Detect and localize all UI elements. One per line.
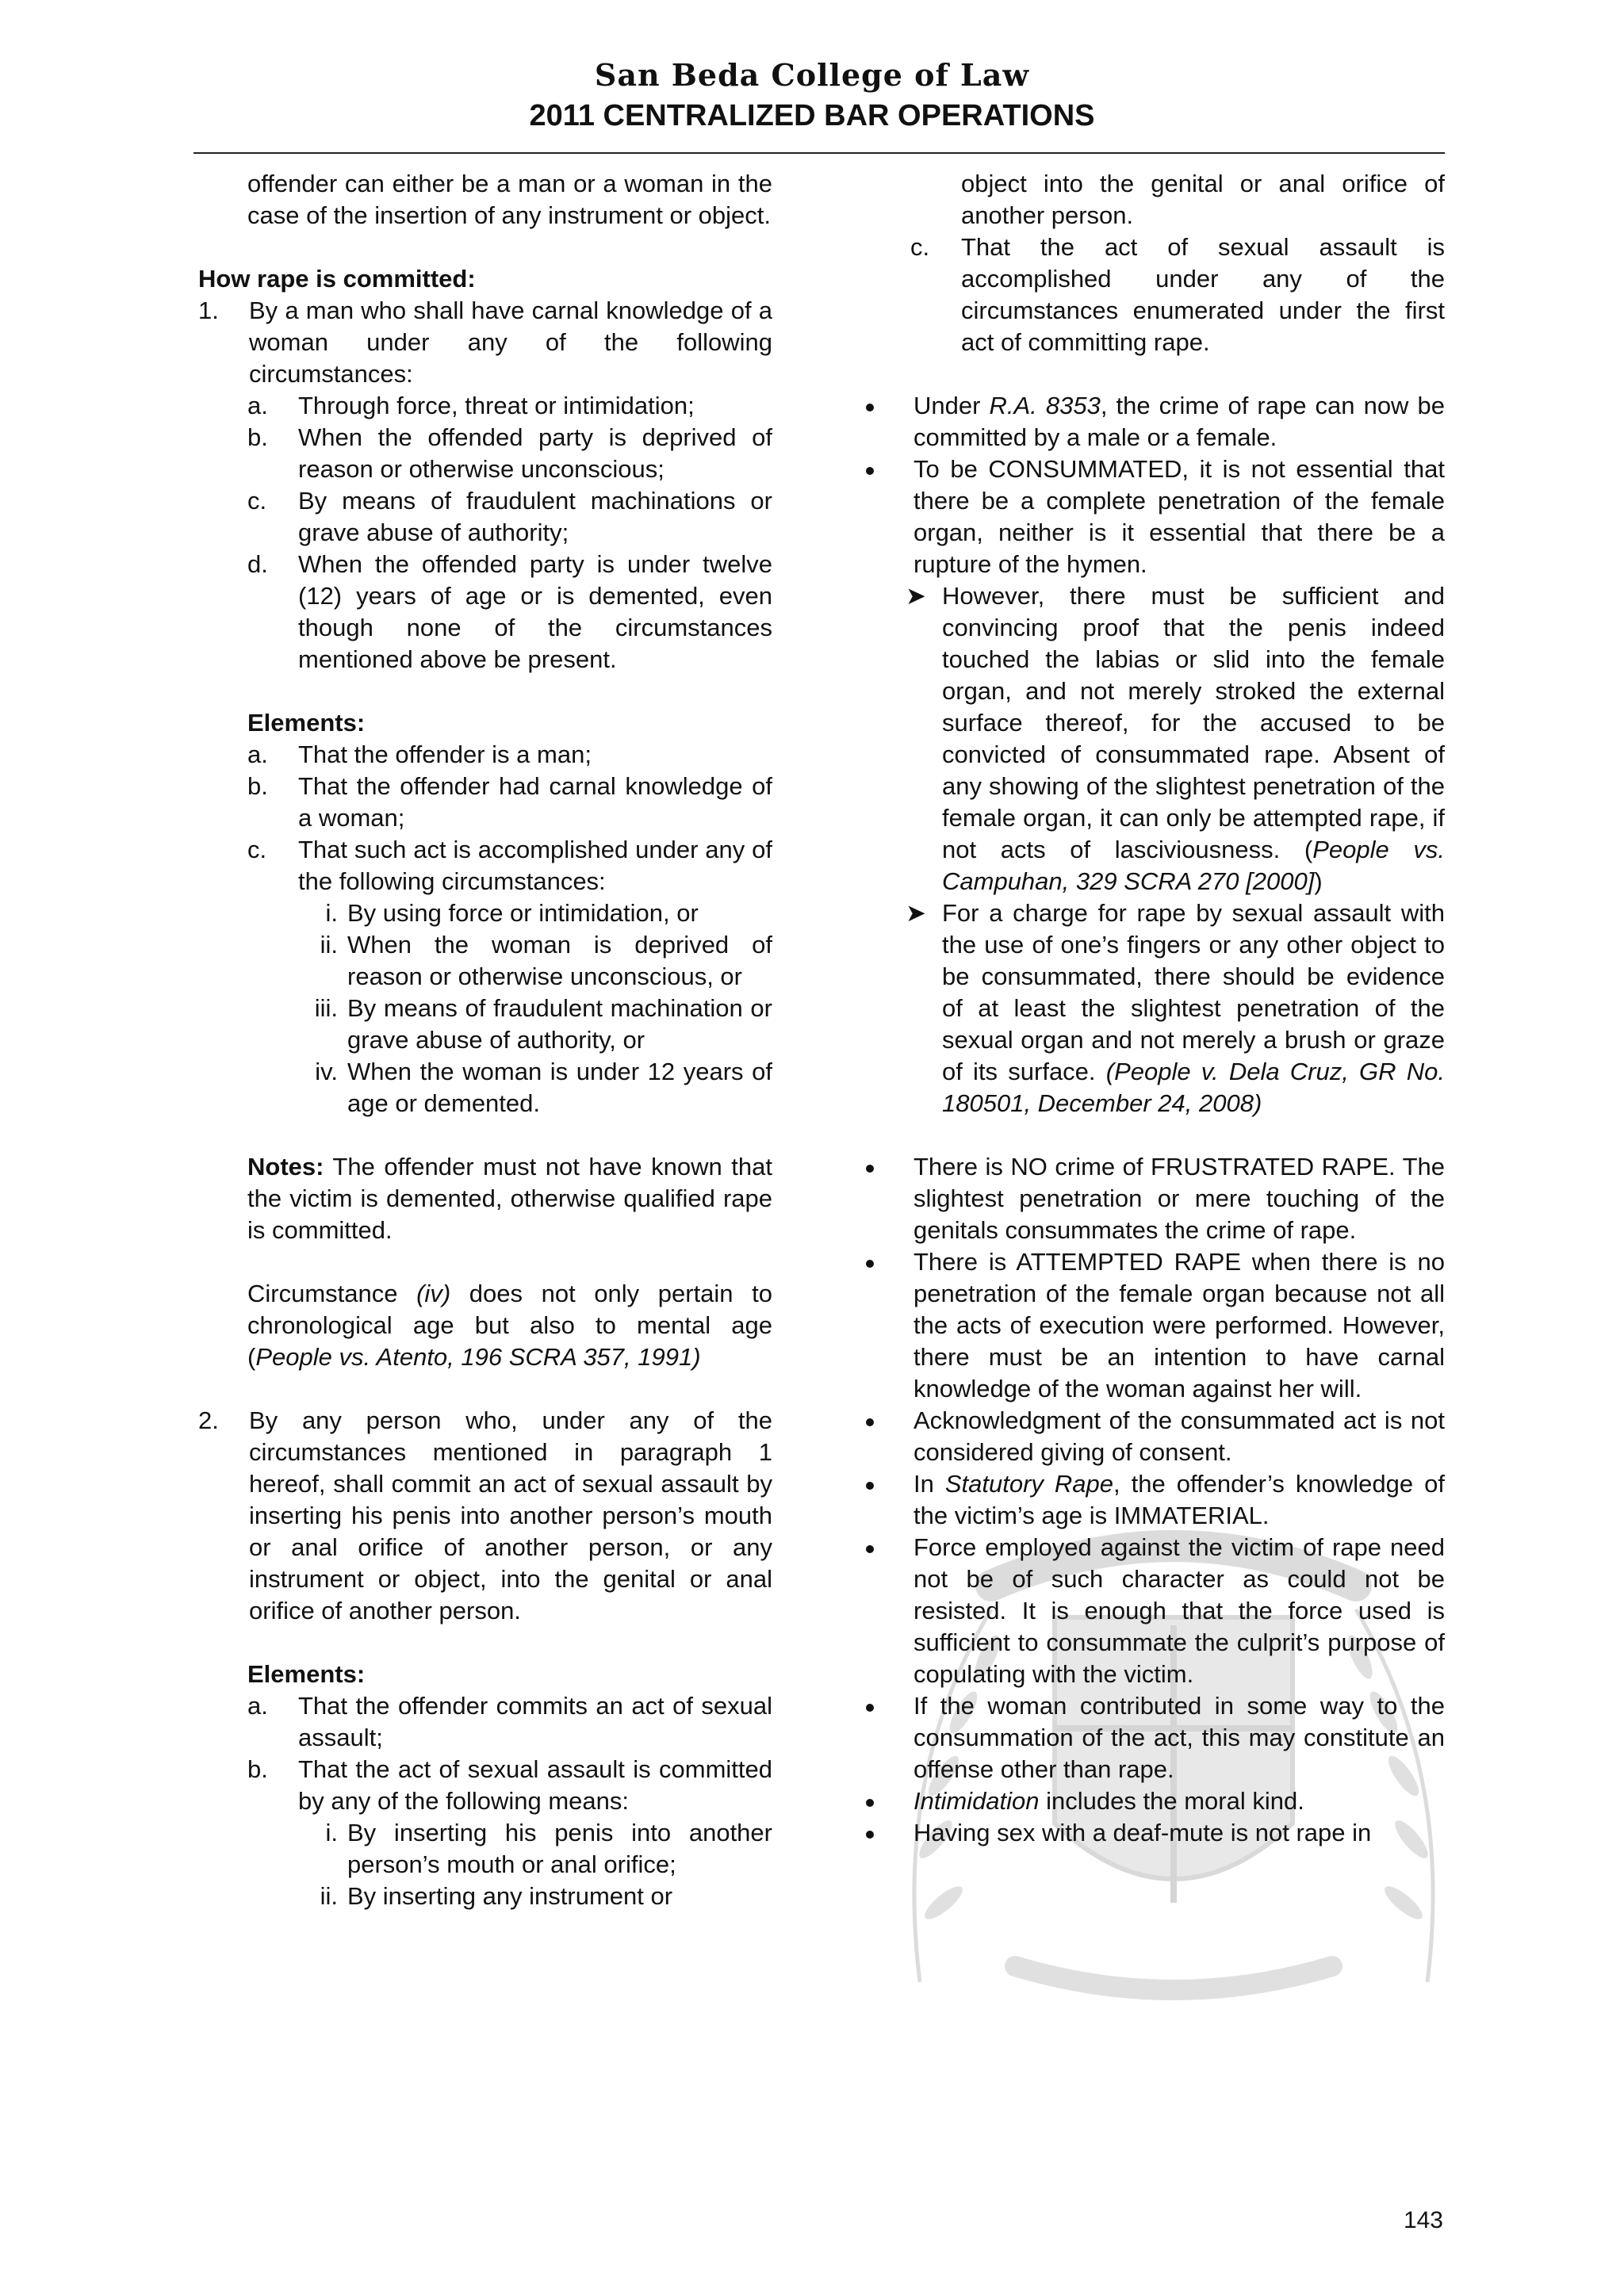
notes-text: The offender must not have known that the victim is demented, otherwise qualified rape is committed. — [247, 1153, 772, 1244]
list-item — [247, 390, 772, 422]
list-marker: c. — [247, 836, 267, 863]
operations-title: 2011 CENTRALIZED BAR OPERATIONS — [529, 99, 1095, 132]
list-item — [297, 929, 772, 993]
college-name: San Beda College of Law — [594, 57, 1030, 93]
continued-item-c — [861, 232, 1445, 358]
list-text: That the offender commits an act of sexual assault; — [298, 1692, 772, 1751]
roman-list-1 — [247, 897, 772, 1119]
bullet-icon — [866, 404, 874, 411]
citation: People vs. Campuhan, 329 SCRA 270 [2000] — [942, 836, 1445, 895]
text-run-italic: (iv) — [416, 1280, 451, 1307]
elements-heading-1: Elements: — [247, 709, 366, 737]
list-item — [247, 422, 772, 485]
list-text: That such act is accomplished under any of the following circumstances: — [298, 836, 772, 895]
list-text: There is ATTEMPTED RAPE when there is no penetration of the female organ because not all the acts of execution were performed. However, there must be an intention to have carnal knowledge of the woman against her will. — [914, 1248, 1445, 1402]
list-item — [247, 485, 772, 549]
text-run: However, there must be sufficient and convincing proof that the penis indeed touched the labias or slid into the female organ, and not merely stroked the external surface thereof, for the accused to be convicted of consummated rape. Absent of any showing of the slightest penetration of the female organ, it can only be attempted rape, if not acts of lasciviousness. ( — [942, 582, 1445, 863]
text-run: ) — [1314, 867, 1323, 895]
bullet-icon — [866, 1418, 874, 1426]
list-marker: b. — [247, 772, 268, 800]
text-run: For a charge for rape by sexual assault with the use of one’s fingers or any other object to be consummated, there should be evidence of at least the slightest penetration of the sexual organ and not merely a brush or graze of its surface. — [942, 899, 1445, 1085]
item-2-text: By any person who, under any of the circumstances mentioned in paragraph 1 hereof, shall commit an act of sexual assault by inserting his penis into another person’s mouth or anal orifice of another person, or any instrument or object, into the genital or anal orifice of another person. — [249, 1406, 772, 1624]
arrow-item — [906, 897, 1445, 1119]
bullet-icon — [866, 1545, 874, 1553]
bullet-icon — [866, 1260, 874, 1268]
list-item — [247, 1690, 772, 1754]
bullet-intimidation — [861, 1785, 1445, 1817]
intro-paragraph: offender can either be a man or a woman in the case of the insertion of any instrument or object. — [247, 170, 772, 229]
arrow-bullet-icon: ➤ — [906, 582, 926, 610]
item-2-number: 2. — [198, 1406, 219, 1434]
list-item — [247, 739, 772, 771]
item-1-number: 1. — [198, 297, 219, 324]
bullet-icon — [866, 1165, 874, 1173]
text-run-italic: Intimidation — [914, 1787, 1040, 1815]
page-header — [0, 57, 1624, 133]
list-text: By means of fraudulent machinations or grave abuse of authority; — [298, 487, 772, 546]
list-text: There is NO crime of FRUSTRATED RAPE. The slightest penetration or mere touching of the genitals consummates the crime of rape. — [914, 1153, 1445, 1244]
item-1 — [198, 295, 772, 390]
list-item — [247, 1754, 772, 1817]
bullet-icon — [866, 1482, 874, 1490]
bullet-icon — [866, 467, 874, 475]
list-item — [247, 771, 772, 834]
bullet-icon — [866, 1799, 874, 1807]
text-run: does not only pertain to chronological age but also to mental age ( — [247, 1280, 773, 1371]
text-run: Circumstance — [247, 1280, 417, 1307]
arrow-item — [906, 580, 1445, 897]
list-marker: iv. — [315, 1058, 338, 1085]
list-text: Acknowledgment of the consummated act is not considered giving of consent. — [914, 1406, 1445, 1466]
list-text: By means of fraudulent machination or grave abuse of authority, or — [347, 994, 772, 1054]
list-item — [297, 897, 772, 929]
list-item — [297, 1056, 772, 1119]
list-marker: c. — [910, 233, 930, 261]
list-marker: d. — [247, 550, 268, 578]
elements-list-1 — [198, 739, 772, 1119]
text-run: In — [914, 1470, 945, 1498]
list-text: To be CONSUMMATED, it is not essential that there be a complete penetration of the female organ, neither is it essential that there be a rupture of the hymen. — [914, 455, 1445, 578]
item-1-text: By a man who shall have carnal knowledge of a woman under any of the following circumstances: — [249, 297, 772, 388]
header-rule — [193, 152, 1445, 154]
list-item — [297, 1881, 772, 1912]
list-text: By inserting any instrument or — [347, 1882, 673, 1910]
bullet-force — [861, 1532, 1445, 1690]
citation: People vs. Atento, 196 SCRA 357, 1991) — [255, 1343, 701, 1371]
text-run-italic: Statutory Rape — [944, 1470, 1114, 1498]
list-text: When the woman is under 12 years of age or demented. — [347, 1058, 772, 1117]
arrow-bullet-icon: ➤ — [906, 899, 926, 927]
right-column — [861, 168, 1445, 1849]
list-marker: i. — [325, 899, 338, 927]
list-marker: b. — [247, 1755, 268, 1783]
text-run: Under — [914, 392, 990, 419]
elements-list-2 — [198, 1690, 772, 1912]
list-text: If the woman contributed in some way to the consummation of the act, this may constitute an offense other than rape. — [914, 1692, 1445, 1783]
circumstance-paragraph — [198, 1278, 772, 1373]
list-text: Through force, threat or intimidation; — [298, 392, 695, 419]
item-2 — [198, 1405, 772, 1627]
list-item — [297, 1817, 772, 1881]
elements-heading-2: Elements: — [247, 1660, 366, 1688]
citation: (People v. Dela Cruz, GR No. 180501, December 24, 2008) — [942, 1058, 1445, 1117]
list-marker: iii. — [314, 994, 338, 1022]
list-marker: c. — [247, 487, 267, 515]
list-text: That the act of sexual assault is accomplished under any of the circumstances enumerated under the first act of committing rape. — [961, 233, 1445, 356]
continued-item-ii: object into the genital or anal orifice of another person. — [961, 170, 1445, 229]
text-run: , the crime of rape can now be committed by a male or a female. — [914, 392, 1445, 451]
left-column — [198, 168, 772, 1912]
bullet-frustrated — [861, 1151, 1445, 1246]
text-run: , the offender’s knowledge of the victim’s age is IMMATERIAL. — [914, 1470, 1445, 1529]
list-text: By using force or intimidation, or — [347, 899, 699, 927]
page-number: 143 — [1403, 2207, 1443, 2233]
list-marker: a. — [247, 392, 268, 419]
list-marker: ii. — [320, 1882, 338, 1910]
roman-list-2 — [247, 1817, 772, 1912]
list-text: Having sex with a deaf-mute is not rape in — [914, 1819, 1372, 1846]
list-marker: a. — [247, 740, 268, 768]
bullet-consummated — [861, 453, 1445, 580]
list-text: When the woman is deprived of reason or otherwise unconscious, or — [347, 931, 772, 990]
bullet-icon — [866, 1831, 874, 1839]
notes-label: Notes: — [247, 1153, 324, 1181]
bullet-attempted — [861, 1246, 1445, 1405]
bullet-deaf-mute — [861, 1817, 1445, 1849]
notes-paragraph — [198, 1151, 772, 1246]
list-marker: ii. — [320, 931, 338, 959]
list-text: Force employed against the victim of rape need not be of such character as could not be resisted. It is enough that the force used is sufficient to consummate the culprit’s purpose of copulating with the victim. — [914, 1533, 1445, 1688]
list-text: By inserting his penis into another person’s mouth or anal orifice; — [347, 1819, 772, 1878]
bullet-acknowledgment — [861, 1405, 1445, 1468]
text-run-italic: R.A. 8353 — [989, 392, 1101, 419]
arrow-sublist — [861, 580, 1445, 1119]
list-marker: b. — [247, 423, 268, 451]
list-item — [247, 834, 772, 897]
bullet-contributed — [861, 1690, 1445, 1785]
list-text: That the offender is a man; — [298, 740, 592, 768]
list-text: When the offended party is deprived of reason or otherwise unconscious; — [298, 423, 772, 483]
list-text: When the offended party is under twelve (12) years of age or is demented, even though none of the circumstances mentioned above be present. — [298, 550, 772, 673]
bullet-ra8353 — [861, 390, 1445, 453]
list-text: That the act of sexual assault is committed by any of the following means: — [298, 1755, 772, 1815]
list-item — [297, 993, 772, 1056]
bullet-icon — [866, 1704, 874, 1712]
bullet-statutory — [861, 1468, 1445, 1532]
list-marker: i. — [325, 1819, 338, 1846]
list-item — [247, 549, 772, 675]
how-rape-heading: How rape is committed: — [198, 265, 476, 293]
item-1-sublist — [198, 390, 772, 675]
text-run: includes the moral kind. — [1039, 1787, 1304, 1815]
list-marker: a. — [247, 1692, 268, 1720]
list-text: That the offender had carnal knowledge of a woman; — [298, 772, 772, 832]
